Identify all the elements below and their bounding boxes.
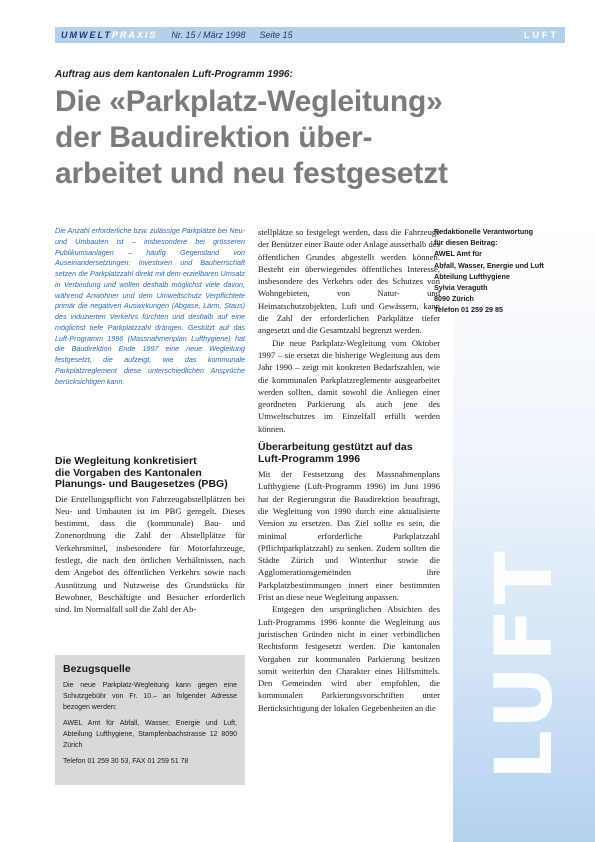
box-phone: Telefon 01 259 30 53, FAX 01 259 51 78 bbox=[63, 758, 189, 765]
box-title: Bezugsquelle bbox=[63, 663, 131, 675]
section-label: LUFT bbox=[524, 30, 559, 40]
box-address: AWEL Amt für Abfall, Wasser, Energie und Luft, Abteilung Lufthygiene, Stampfenbachstrasse 12 8090 Zürich bbox=[63, 720, 237, 749]
credit-line: Abteilung Lufthygiene bbox=[434, 271, 510, 281]
credit-line: Telefon 01 259 29 85 bbox=[434, 305, 503, 315]
article-headline bbox=[55, 84, 475, 192]
section-2-heading bbox=[258, 442, 440, 465]
paragraph: Die neue Parkplatz-Wegleitung vom Oktober 1997 – sie ersetzt die bisherige Wegleitung aus dem Jahr 1990 – zeigt mit konkreten Bedarfszahlen, wie die kommunalen Parkplatzreglemente ausgearbeitet werden sollten, damit sowohl die Anliegen einer geordneten Parkierung als auch jene des Umweltschutzes im Einzelfall erfüllt werden können. bbox=[258, 337, 440, 434]
credit-line: Abfall, Wasser, Energie und Luft bbox=[434, 260, 544, 270]
paragraph: Die Erstellungspflicht von Fahrzeugabstellplätzen bei Neu- und Umbauten ist im PBG geregelt. Dieses bestimmt, dass die (kommunale) Bau- und Zonenordnung die Zahl der Abstellplätze für Verkehrsmittel, insbesondere für Motorfahrzeuge, festlegt, die nach den örtlichen Verhältnissen, nach dem Angebot des öffentlichen Verkehrs sowie nach Ausnützung und Nutzweise des Grundstücks für Bewohner, Beschäftigte und Besucher erforderlich sind. Im Normalfall soll die Zahl der Ab- bbox=[55, 493, 245, 615]
heading-line: Die Wegleitung konkretisiert bbox=[55, 455, 197, 467]
headline-line: arbeitet und neu festgesetzt bbox=[55, 157, 448, 190]
editorial-credits bbox=[434, 226, 574, 316]
decorative-section-word: LUFT bbox=[480, 547, 570, 780]
credit-line: Sylvia Veraguth bbox=[434, 283, 488, 293]
column-2 bbox=[258, 226, 440, 714]
box-text: Die neue Parkplatz-Wegleitung kann gegen eine Schutzgebühr von Fr. 10.– an folgender Adresse bezogen werden: bbox=[63, 682, 237, 711]
article-lead: Die Anzahl erforderliche bzw. zulässige Parkplätze bei Neu- und Umbauten ist – insbesondere bei grösseren Publikumsanlagen – häufig Gegenstand von Auseinandersetzungen: Investoren und Bauherrschaft setzen die Parkplatzzahl direkt mit dem erzielbaren Umsatz in Verbindung und wollen deshalb möglichst viele davon, während Anwohner und dem Umweltschutz Verpflichtete primär die negativen Auswirkungen (Abgase, Lärm, Staus) des induzierten Verkehrs fürchten und deshalb auf eine möglichst tiefe Parkplatzzahl drängen. Gestützt auf das Luft-Programm 1996 (Massnahmenplan Lufthygiene) hat die Baudirektion Ende 1997 eine neue Wegleitung festgesetzt, die aufzeigt, wie das kommunale Parkplatzreglement diese unterschiedlichen Ansprüche berücksichtigen kann. bbox=[55, 226, 245, 386]
paragraph: stellplätze so festgelegt werden, dass die Fahrzeuge der Benützer einer Baute oder Anlage ausserhalb des öffentlichen Grundes abgestellt werden können. Besteht ein überwiegendes öffentliches Interesse, insbesondere des Verkehrs oder des Schutzes von Wohngebieten, von Natur- und Heimatschutzobjekten, Luft und Gewässern, kann die Zahl der erforderlichen Parkplätze tiefer angesetzt und die Gesamtzahl begrenzt werden. bbox=[258, 227, 440, 336]
credit-line: Redaktionelle Verantwortung bbox=[434, 227, 534, 236]
heading-line: die Vorgaben des Kantonalen bbox=[55, 466, 202, 479]
headline-line: der Baudirektion über- bbox=[55, 121, 373, 154]
heading-line: Überarbeitung gestützt auf das bbox=[258, 441, 413, 454]
article-kicker: Auftrag aus dem kantonalen Luft-Programm 1996: bbox=[55, 69, 293, 80]
source-info-box bbox=[55, 655, 245, 785]
credit-line: AWEL Amt für bbox=[434, 249, 482, 259]
credit-line: für diesen Beitrag: bbox=[434, 238, 498, 248]
paragraph: Entgegen den ursprünglichen Absichten des Luft-Programms 1996 konnte die Wegleitung aus juristischen Gründen nicht in einer verbindlichen Rechtsform festgesetzt werden. Die kantonalen Vorgaben zur kommunalen Parkierung besitzen somit weiterhin den Charakter eines Hilfsmittels. Den Gemeinden wird aber empfohlen, die kommunalen Parkierungsvorschriften unter Berücksichtigung der lokalen Gegebenheiten an die bbox=[258, 604, 440, 713]
credit-line: 8090 Zürich bbox=[434, 294, 474, 304]
section-1-body bbox=[55, 493, 245, 616]
section-1-heading bbox=[55, 456, 245, 491]
heading-line: Luft-Programm 1996 bbox=[258, 452, 361, 465]
page-number: Seite 15 bbox=[259, 30, 293, 40]
heading-line: Planungs- und Baugesetzes (PBG) bbox=[55, 478, 228, 490]
brand-praxis: PRAXIS bbox=[111, 30, 158, 40]
page-header-band bbox=[55, 27, 565, 43]
issue-number: Nr. 15 / März 1998 bbox=[171, 30, 246, 40]
headline-line: Die «Parkplatz-Wegleitung» bbox=[55, 85, 443, 118]
column-1 bbox=[55, 456, 245, 615]
brand-umwelt: UMWELT bbox=[61, 30, 112, 40]
paragraph: Mit der Festsetzung des Massnahmenplans Lufthygiene (Luft-Programm 1996) im Juni 1996 hat der Regierungsrat die Baudirektion beauftragt, die Wegleitung von 1990 durch eine aktualisierte Version zu ersetzen. Das Ziel sollte es sein, die minimal erforderliche Parkplatzzahl (Pflichtparkplatzzahl) zu senken. Zudem sollten die Städte Zürich und Winterthur sowie die Agglomerationsgemeinden ihre Parkplatzbestimmungen innert einer bestimmten Frist an diese neue Wegleitung anpassen. bbox=[258, 469, 440, 603]
